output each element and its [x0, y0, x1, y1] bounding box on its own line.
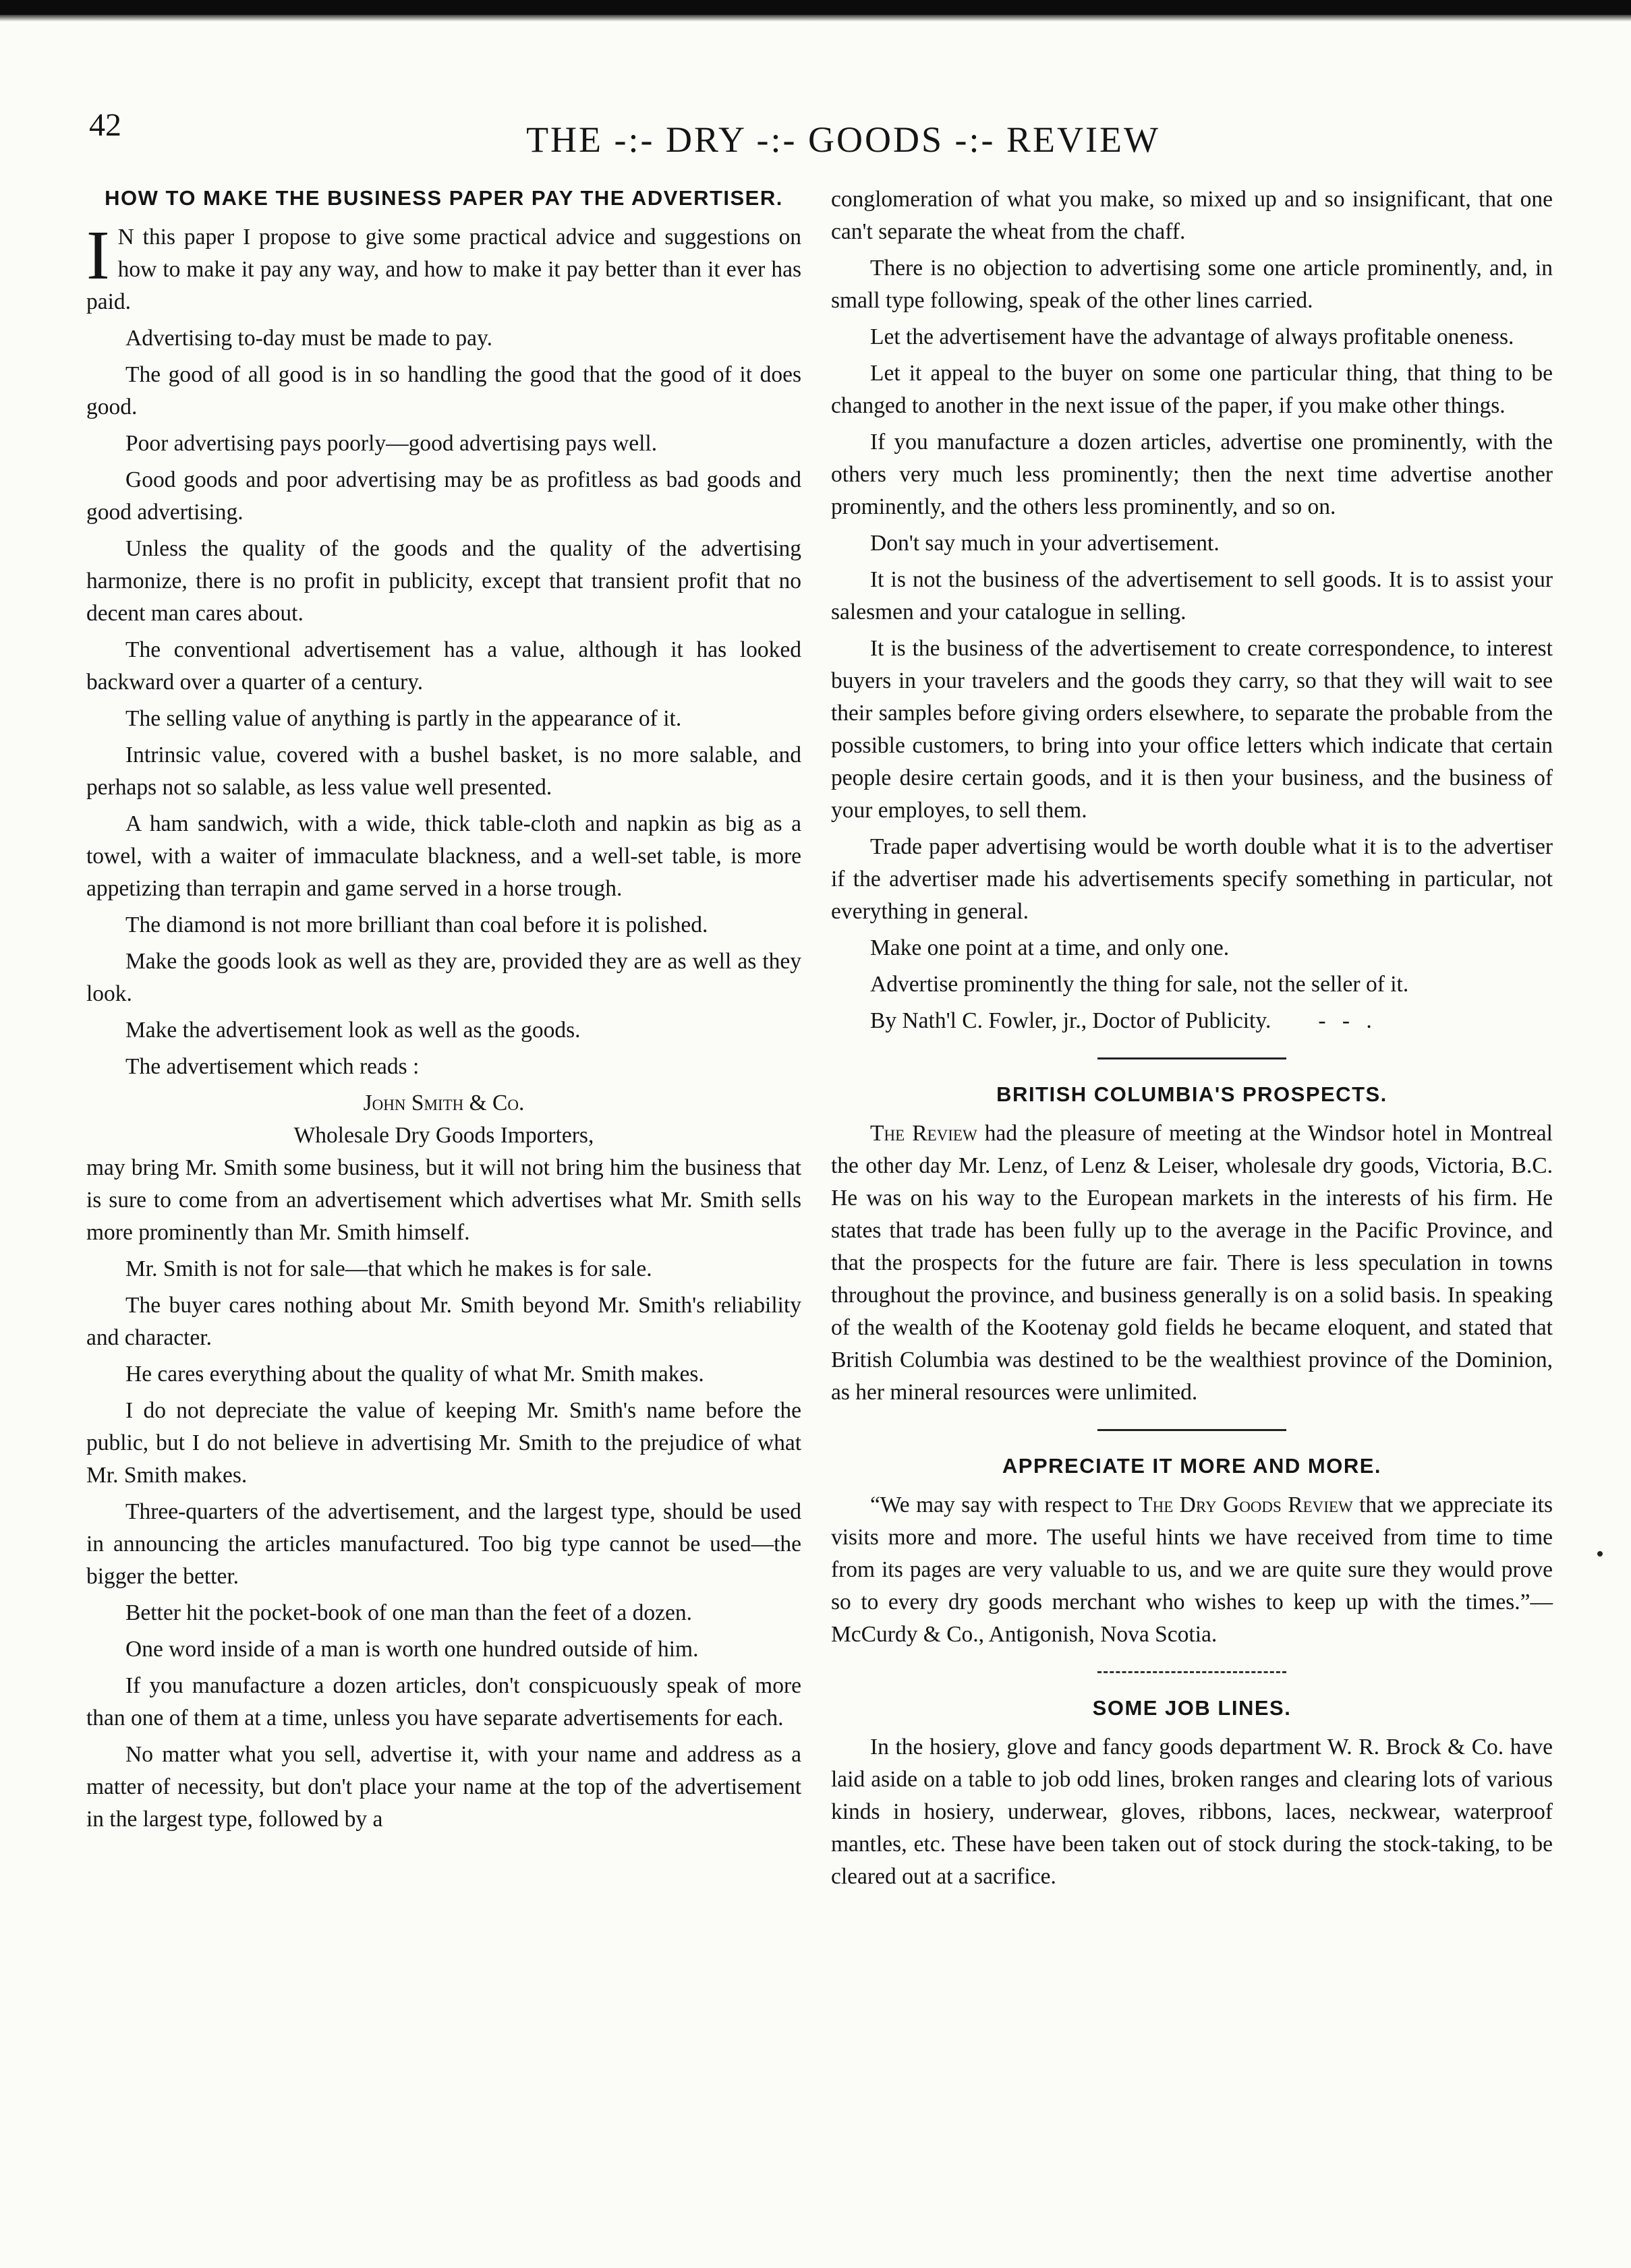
article-title-appreciate: APPRECIATE IT MORE AND MORE. — [1002, 1454, 1382, 1478]
article2-text: had the pleasure of meeting at the Windsor hotel in Montreal the other day Mr. Lenz, of Lenz & Leiser, wholesale dry goods, Victoria, B.C. He was on his way to the European markets in the interests of his firm. He states that trade has been fully up to the average in the Pacific Province, and that the prospects for the future are fair. There is less speculation in towns throughout the province, and business generally is on a solid basis. In speaking of the wealth of the Kootenay gold fields he became eloquent, and stated that British Columbia was destined to be the wealthiest province of the Dominion, as her mineral resources were unlimited. — [831, 1121, 1553, 1405]
article1-paragraph: Unless the quality of the goods and the quality of the advertising harmonize, there is no profit in publicity, except that transient profit that no decent man cares about. — [86, 536, 801, 626]
drop-cap: I — [86, 216, 110, 294]
first-paragraph-text: this paper I propose to give some practical advice and suggestions on how to make it pay any way, and how to make it pay better than it ever has paid. — [86, 225, 801, 314]
article1-paragraph: Let the advertisement have the advantage of always profitable oneness. — [870, 324, 1514, 349]
article1-paragraph: Trade paper advertising would be worth double what it is to the advertiser if the advertiser made his advertisements specify something in particular, not everything in general. — [831, 834, 1553, 924]
article1-paragraph: The advertisement which reads : — [125, 1054, 420, 1079]
article1-paragraph: I do not depreciate the value of keeping Mr. Smith's name before the public, but I do not believe in advertising Mr. Smith to the prejudice of what Mr. Smith makes. — [86, 1398, 801, 1488]
section-divider-dashed — [1097, 1671, 1286, 1673]
article1-paragraphs-b — [86, 1253, 801, 1836]
article-title-business-paper: HOW TO MAKE THE BUSINESS PAPER PAY THE ADVERTISER. — [105, 186, 783, 210]
article1-paragraph: The good of all good is in so handling the good that the good of it does good. — [86, 362, 801, 419]
scan-speck — [1597, 1551, 1603, 1557]
sample-ad-subtitle: Wholesale Dry Goods Importers, — [293, 1123, 594, 1148]
sample-ad-name: John Smith & Co. — [363, 1091, 525, 1115]
section-divider — [1097, 1057, 1286, 1059]
article1-paragraph: Three-quarters of the advertisement, and the largest type, should be used in announcing the articles manufactured. Too big type cannot be used—the bigger the better. — [86, 1499, 801, 1589]
quote-rest: that we appreciate its visits more and more. The useful hints we have received from time to time from its pages are very valuable to us, and we are quite sure they would prove so to every dry goods merchant who wishes to keep up with the times.”—McCurdy & Co., Antigonish, Nova Scotia. — [831, 1492, 1553, 1647]
article1-paragraph: The selling value of anything is partly in the appearance of it. — [125, 706, 682, 731]
article1-paragraph: Advertising to-day must be made to pay. — [125, 326, 492, 351]
article1-paragraph: Good goods and poor advertising may be as profitless as bad goods and good advertising. — [86, 467, 801, 525]
article2-body — [831, 1117, 1553, 1409]
byline-dots: - - . — [1318, 1008, 1377, 1033]
paper-name: The Dry Goods Review — [1139, 1492, 1353, 1517]
article1-paragraphs-a — [86, 322, 801, 1083]
article-title-job-lines: SOME JOB LINES. — [1092, 1696, 1292, 1720]
article1-paragraph: Better hit the pocket-book of one man than the feet of a dozen. — [125, 1600, 692, 1625]
article1-paragraph: The conventional advertisement has a value, although it has looked backward over a quarter of a century. — [86, 637, 801, 695]
article1-paragraph: It is not the business of the advertisement to sell goods. It is to assist your salesmen and your catalogue in selling. — [831, 567, 1553, 624]
page-number: 42 — [89, 107, 121, 143]
scan-edge-fade — [0, 15, 1631, 22]
article4-body: In the hosiery, glove and fancy goods department W. R. Brock & Co. have laid aside on a table to job odd lines, broken ranges and clearing lots of various kinds in hosiery, underwear, gloves, ribbons, laces, neckwear, waterproof mantles, etc. These have been taken out of stock during the stock-taking, to be cleared out at a sacrifice. — [831, 1735, 1553, 1889]
article1-paragraph: One word inside of a man is worth one hundred outside of him. — [125, 1637, 699, 1662]
first-word-rest: N — [117, 225, 134, 250]
article1-paragraph: There is no objection to advertising some one article prominently, and, in small type following, speak of the other lines carried. — [831, 256, 1553, 313]
article1-paragraph: The diamond is not more brilliant than coal before it is polished. — [125, 912, 708, 937]
article1-paragraph: Intrinsic value, covered with a bushel basket, is no more salable, and perhaps not so salable, as less value well presented. — [86, 743, 801, 800]
article1-paragraph: Advertise prominently the thing for sale, not the seller of it. — [870, 972, 1409, 997]
article1-paragraph: No matter what you sell, advertise it, with your name and address as a matter of necessity, but don't place your name at the top of the advertisement in the largest type, followed by a — [86, 1742, 801, 1832]
article1-paragraph: The buyer cares nothing about Mr. Smith beyond Mr. Smith's reliability and character. — [86, 1293, 801, 1350]
article3-body — [831, 1489, 1553, 1651]
article1-paragraph: Make the goods look as well as they are, provided they are as well as they look. — [86, 949, 801, 1006]
article1-paragraph: Make the advertisement look as well as the goods. — [125, 1018, 581, 1043]
right-column — [831, 183, 1553, 1897]
article1-paragraph: If you manufacture a dozen articles, advertise one prominently, with the others very much less prominently; then the next time advertise another prominently, and the others less prominently, and so on. — [831, 430, 1553, 519]
article1-paragraph: If you manufacture a dozen articles, don't conspicuously speak of more than one of them at a time, unless you have separate advertisements for each. — [86, 1673, 801, 1731]
article1-paragraph: Make one point at a time, and only one. — [870, 935, 1230, 960]
byline-text: By Nath'l C. Fowler, jr., Doctor of Publicity. — [870, 1008, 1271, 1033]
article1-paragraph: Poor advertising pays poorly—good advertising pays well. — [125, 431, 658, 456]
article-title-british-columbia: BRITISH COLUMBIA'S PROSPECTS. — [996, 1082, 1387, 1106]
article1-paragraph: It is the business of the advertisement to create correspondence, to interest buyers in your travelers and the goods they carry, so that they will wait to see their samples before giving orders elsewhere, to separate the probable from the possible customers, to bring into your office letters which indicate that certain people desire certain goods, and it is then your business, and the business of your employes, to sell them. — [831, 636, 1553, 823]
masthead-title: THE -:- DRY -:- GOODS -:- REVIEW — [526, 119, 1160, 160]
article1-paragraph: He cares everything about the quality of what Mr. Smith makes. — [125, 1362, 704, 1387]
article1-paragraph: Let it appeal to the buyer on some one particular thing, that thing to be changed to another in the next issue of the paper, if you make other things. — [831, 361, 1553, 418]
article1-paragraphs-c — [831, 252, 1553, 1001]
article1-first-paragraph — [86, 216, 801, 318]
quote-start: “We may say with respect to — [870, 1492, 1139, 1517]
article1-byline — [831, 1005, 1553, 1037]
review-name: The Review — [870, 1121, 977, 1146]
article1-continuation: conglomeration of what you make, so mixed up and so insignificant, that one can't separate the wheat from the chaff. — [831, 187, 1553, 244]
article1-paragraph: A ham sandwich, with a wide, thick table-cloth and napkin as big as a towel, with a waiter of immaculate blackness, and a well-set table, is more appetizing than terrapin and game served in a horse trough. — [86, 811, 801, 901]
paragraph-after-ad: may bring Mr. Smith some business, but it will not bring him the business that is sure to come from an advertisement which advertises what Mr. Smith sells more prominently than Mr. Smith himself. — [86, 1155, 801, 1245]
article1-paragraph: Don't say much in your advertisement. — [870, 531, 1220, 556]
left-column — [86, 183, 801, 1840]
section-divider — [1097, 1429, 1286, 1431]
scan-edge-shadow — [0, 0, 1631, 15]
article1-paragraph: Mr. Smith is not for sale—that which he makes is for sale. — [125, 1256, 652, 1281]
